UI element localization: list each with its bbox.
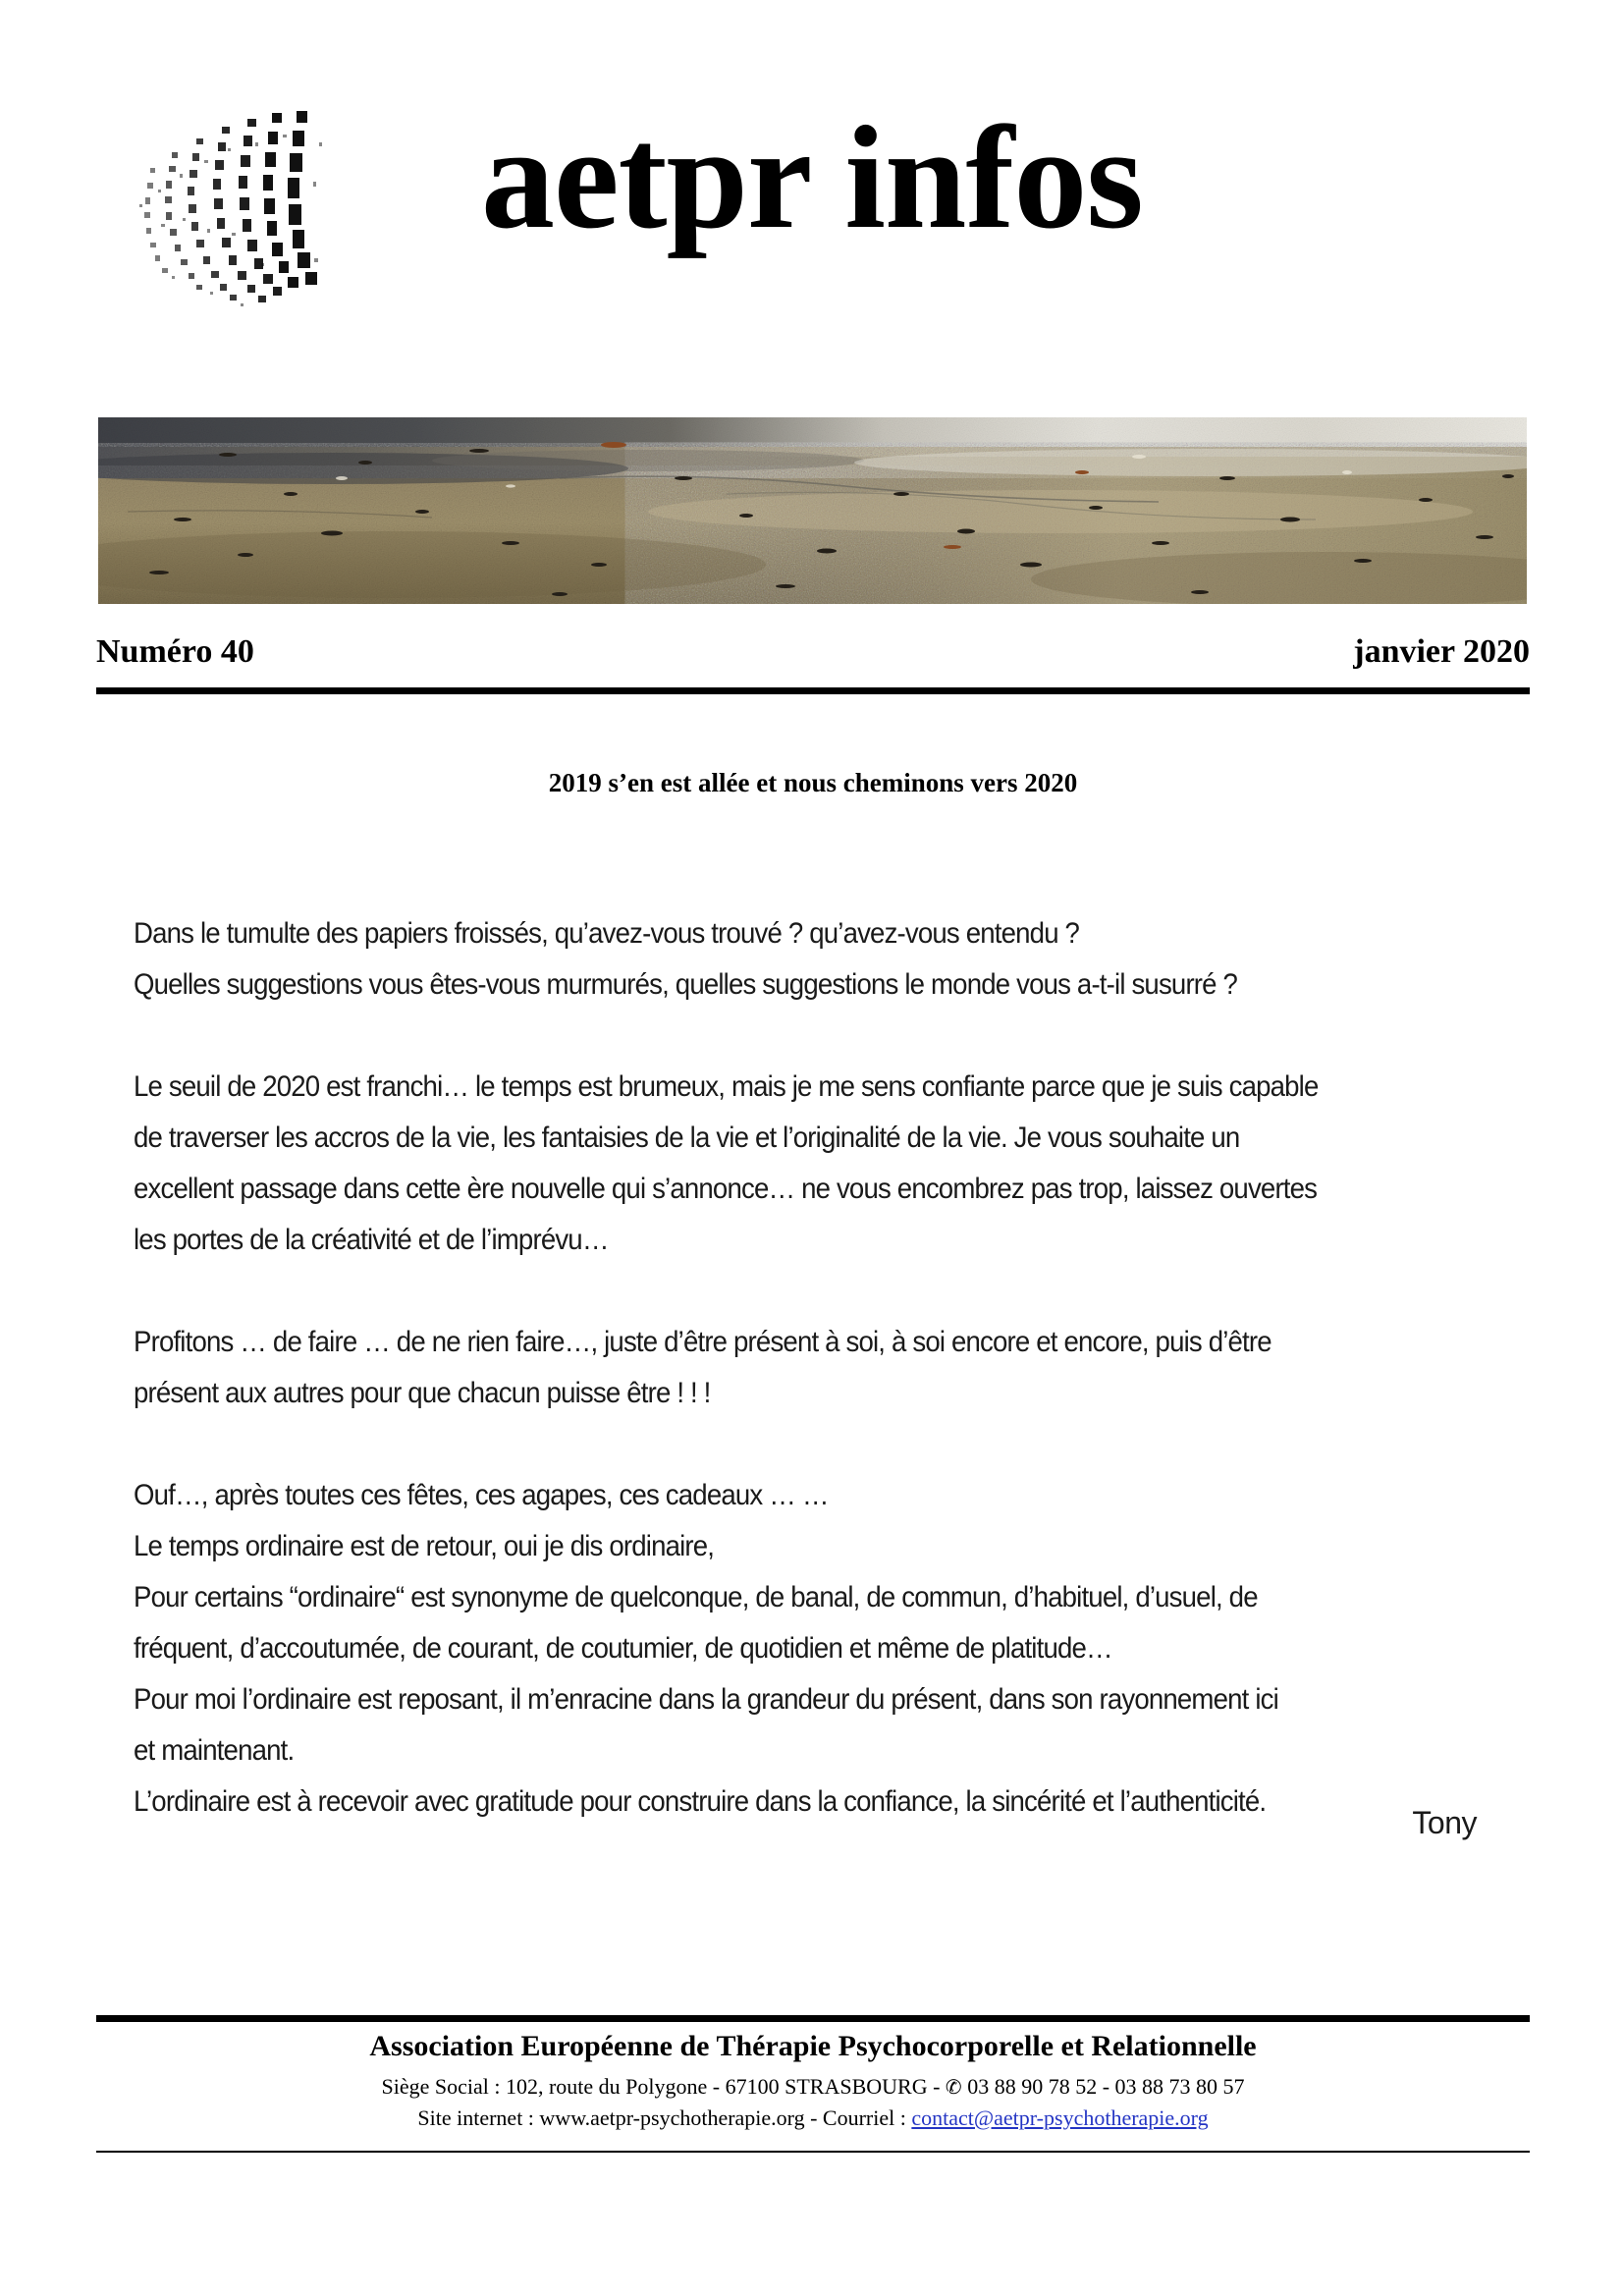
masthead-divider — [96, 687, 1530, 694]
issue-number: Numéro 40 — [96, 633, 254, 670]
footer-divider-bottom — [96, 2151, 1530, 2153]
masthead — [98, 74, 1527, 319]
footer-address: Siège Social : 102, route du Polygone - 67100 STRASBOURG - — [381, 2073, 946, 2099]
body-line: de traverser les accros de la vie, les fantaisies de la vie et l’originalité de la vie. Je vous souhaite un — [134, 1121, 1240, 1154]
author-signature: Tony — [1412, 1805, 1477, 1840]
phone-icon: ✆ — [945, 2076, 962, 2099]
footer-website: Site internet : www.aetpr-psychotherapie.org - Courriel : — [417, 2105, 912, 2130]
body-line: les portes de la créativité et de l’imprévu… — [134, 1224, 609, 1256]
body-line: Pour certains “ordinaire“ est synonyme de quelconque, de banal, de commun, d’habituel, d’usuel, de — [134, 1581, 1258, 1613]
footer-divider-top — [96, 2015, 1530, 2022]
page-title: aetpr infos — [481, 96, 1143, 259]
footer — [96, 2027, 1530, 2133]
body-line: Profitons … de faire … de ne rien faire…, juste d’être présent à soi, à soi encore et encore, puis d’être — [134, 1326, 1271, 1358]
issue-line — [96, 633, 1530, 671]
issue-date: janvier 2020 — [1353, 633, 1530, 670]
article-title: 2019 s’en est allée et nous cheminons vers 2020 — [548, 768, 1078, 797]
paragraph-4 — [134, 1470, 1389, 1828]
body-line: Dans le tumulte des papiers froissés, qu’avez-vous trouvé ? qu’avez-vous entendu ? — [134, 917, 1080, 950]
body-line: Pour moi l’ordinaire est reposant, il m’enracine dans la grandeur du présent, dans son rayonnement ici — [134, 1683, 1278, 1716]
paragraph-1 — [134, 908, 1389, 1011]
body-line: présent aux autres pour que chacun puisse être ! ! ! — [134, 1377, 711, 1409]
body-line: excellent passage dans cette ère nouvelle qui s’annonce… ne vous encombrez pas trop, laissez ouvertes — [134, 1173, 1318, 1205]
brush-dots-mark-icon — [118, 83, 363, 309]
footer-address-line — [96, 2071, 1530, 2103]
paragraph-2 — [134, 1062, 1389, 1266]
footer-email-link[interactable]: contact@aetpr-psychotherapie.org — [911, 2105, 1209, 2130]
article-body — [134, 908, 1389, 1828]
body-line: Quelles suggestions vous êtes-vous murmurés, quelles suggestions le monde vous a-t-il susurré ? — [134, 968, 1238, 1001]
body-line: Ouf…, après toutes ces fêtes, ces agapes, ces cadeaux … … — [134, 1479, 829, 1511]
body-line: et maintenant. — [134, 1734, 295, 1767]
body-line: Le temps ordinaire est de retour, oui je dis ordinaire, — [134, 1530, 715, 1562]
footer-web-line — [96, 2103, 1530, 2134]
footer-organisation: Association Européenne de Thérapie Psychocorporelle et Relationnelle — [369, 2030, 1257, 2062]
beach-sand-photo — [98, 417, 1527, 604]
body-line: fréquent, d’accoutumée, de courant, de coutumier, de quotidien et même de platitude… — [134, 1632, 1112, 1665]
footer-phones: 03 88 90 78 52 - 03 88 73 80 57 — [961, 2073, 1245, 2099]
paragraph-3 — [134, 1317, 1389, 1419]
body-line: L’ordinaire est à recevoir avec gratitude pour construire dans la confiance, la sincérité et l’authenticité. — [134, 1785, 1267, 1818]
body-line: Le seuil de 2020 est franchi… le temps est brumeux, mais je me sens confiante parce que je suis capable — [134, 1070, 1319, 1103]
